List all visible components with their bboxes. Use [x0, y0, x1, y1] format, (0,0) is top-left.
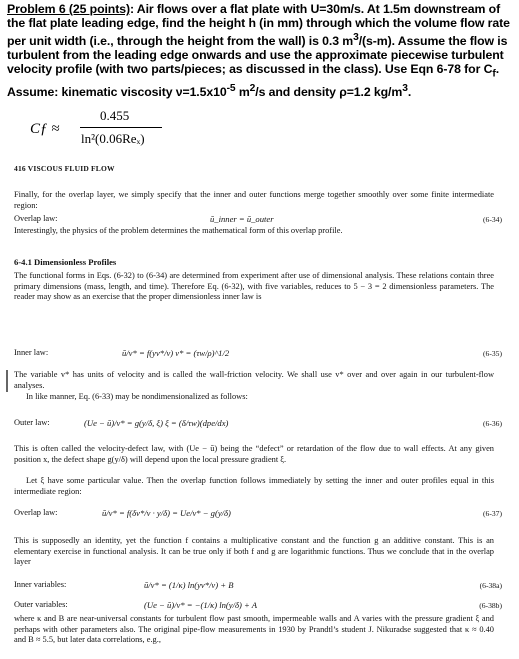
problem-title: Problem 6 (25 points): [7, 2, 130, 16]
overlap-law-label: Overlap law:: [14, 214, 58, 223]
problem-sup-1: 3: [353, 31, 359, 43]
friction-coefficient-formula: [30, 108, 180, 160]
formula-denominator: ln²(0.06Reₓ): [81, 131, 145, 146]
paragraph-4: The variable v* has units of velocity and is called the wall-friction velocity. We shall use v* over and over again in our turbulent-flow analyses.: [14, 370, 494, 390]
paragraph-3: The functional forms in Eqs. (6-32) to (6-34) are determined from experiment after use of dimensional analysis. These relations contain three primary dimensions (mass, length, and time). Therefore Eq. (6-32), with five variables, reduces to 5 − 3 = 2 dimensionless parameters. The reader may show as an exercise that the proper dimensionless inner law is: [14, 271, 494, 302]
equation-number-6-36: (6-36): [483, 419, 502, 428]
formula-lhs: Cƒ ≈: [30, 121, 60, 137]
margin-mark-1: [6, 370, 8, 392]
equation-6-38b: (Ue − ū)/v* = −(1/κ) ln(y/δ) + A: [144, 600, 258, 610]
overlap-law-label-2: Overlap law:: [14, 508, 58, 517]
problem-sup-4: 3: [402, 83, 408, 95]
problem-sub-f: f: [492, 68, 496, 80]
outer-variables-label: Outer variables:: [14, 600, 68, 609]
equation-number-6-35: (6-35): [483, 349, 502, 358]
paragraph-2: Interestingly, the physics of the problem determines the mathematical form of this overlap profile.: [14, 226, 343, 235]
paragraph-1: Finally, for the overlap layer, we simply specify that the inner and outer functions merge together smoothly over some finite intermediate region:: [14, 190, 494, 210]
equation-number-6-38a: (6-38a): [479, 581, 502, 590]
problem-text-5: /s and density ρ=1.2 kg/m: [255, 85, 403, 100]
equation-number-6-37: (6-37): [483, 509, 502, 518]
paragraph-8: This is supposedly an identity, yet the function f contains a multiplicative constant and the function g an additive constant. This is an elementary exercise in functional analysis. It can be true only if both f and g are logarithmic functions. Thus we conclude that in the overlap layer: [14, 536, 494, 567]
paragraph-9: where κ and B are near-universal constants for turbulent flow past smooth, impermeable walls and A varies with the pressure gradient ξ and perhaps with other parameters also. The original pipe-flow measurements in 1930 by Prandtl’s student J. Nikuradse suggested that κ ≈ 0.40 and B ≈ 5.5, but later data correlations, e.g.,: [14, 614, 494, 645]
equation-6-38a: ū/v* = (1/κ) ln(yv*/ν) + B: [144, 580, 234, 590]
problem-text-4: m: [235, 85, 250, 100]
equation-6-35: ū/v* = f(yv*/ν) v* = (τw/ρ)^1/2: [122, 348, 230, 358]
equation-6-37: ū/v* = f(δv*/ν · y/δ) = Ue/v* − g(y/δ): [102, 508, 231, 518]
problem-text-3: . Assume: kinematic viscosity ν=1.5x10: [7, 62, 500, 100]
paragraph-6: This is often called the velocity-defect law, with (Ue − ū) being the “defect” or retardation of the flow due to wall effects. At any given position x, the defect shape g(y/δ) will depend upon the local pressure gradient ξ.: [14, 444, 494, 464]
section-heading: 6-4.1 Dimensionless Profiles: [14, 257, 117, 267]
outer-law-label: Outer law:: [14, 418, 50, 427]
textbook-scan: [14, 164, 510, 658]
problem-text-6: .: [407, 85, 412, 100]
problem-text-2: /(s-m). Assume the flow is turbulent from the leading edge onwards and use the approximate piecewise turbulent velocity profile (with two parts/pieces; as discussed in the class). Use Eqn 6-78 for C: [7, 33, 508, 77]
inner-law-label: Inner law:: [14, 348, 49, 357]
equation-6-34: ū_inner = ū_outer: [210, 214, 274, 224]
equation-number-6-34: (6-34): [483, 215, 502, 224]
formula-fraction-bar: [80, 127, 162, 128]
equation-number-6-38b: (6-38b): [479, 601, 502, 610]
running-head: 416 VISCOUS FLUID FLOW: [14, 164, 115, 173]
paragraph-5: In like manner, Eq. (6-33) may be nondimensionalized as follows:: [26, 392, 248, 401]
inner-variables-label: Inner variables:: [14, 580, 67, 589]
formula-numerator: 0.455: [100, 108, 130, 123]
paragraph-7: Let ξ have some particular value. Then the overlap function follows immediately by setting the inner and outer profiles equal in this intermediate region:: [14, 476, 494, 496]
problem-sup-3: 2: [249, 83, 256, 95]
equation-6-36: (Ue − ū)/v* = g(y/δ, ξ) ξ = (δ/τw)(dpe/dx): [84, 418, 229, 428]
problem-sup-2: -5: [226, 83, 236, 95]
problem-statement: [7, 2, 512, 99]
problem-text-1: : Air flows over a flat plate with U=30m/s. At 1.5m downstream of the flat plate leading edge, find the height h (in mm) through which the volume flow rate per unit width (i.e., through the height from the wall) is 0.3 m: [7, 2, 510, 48]
